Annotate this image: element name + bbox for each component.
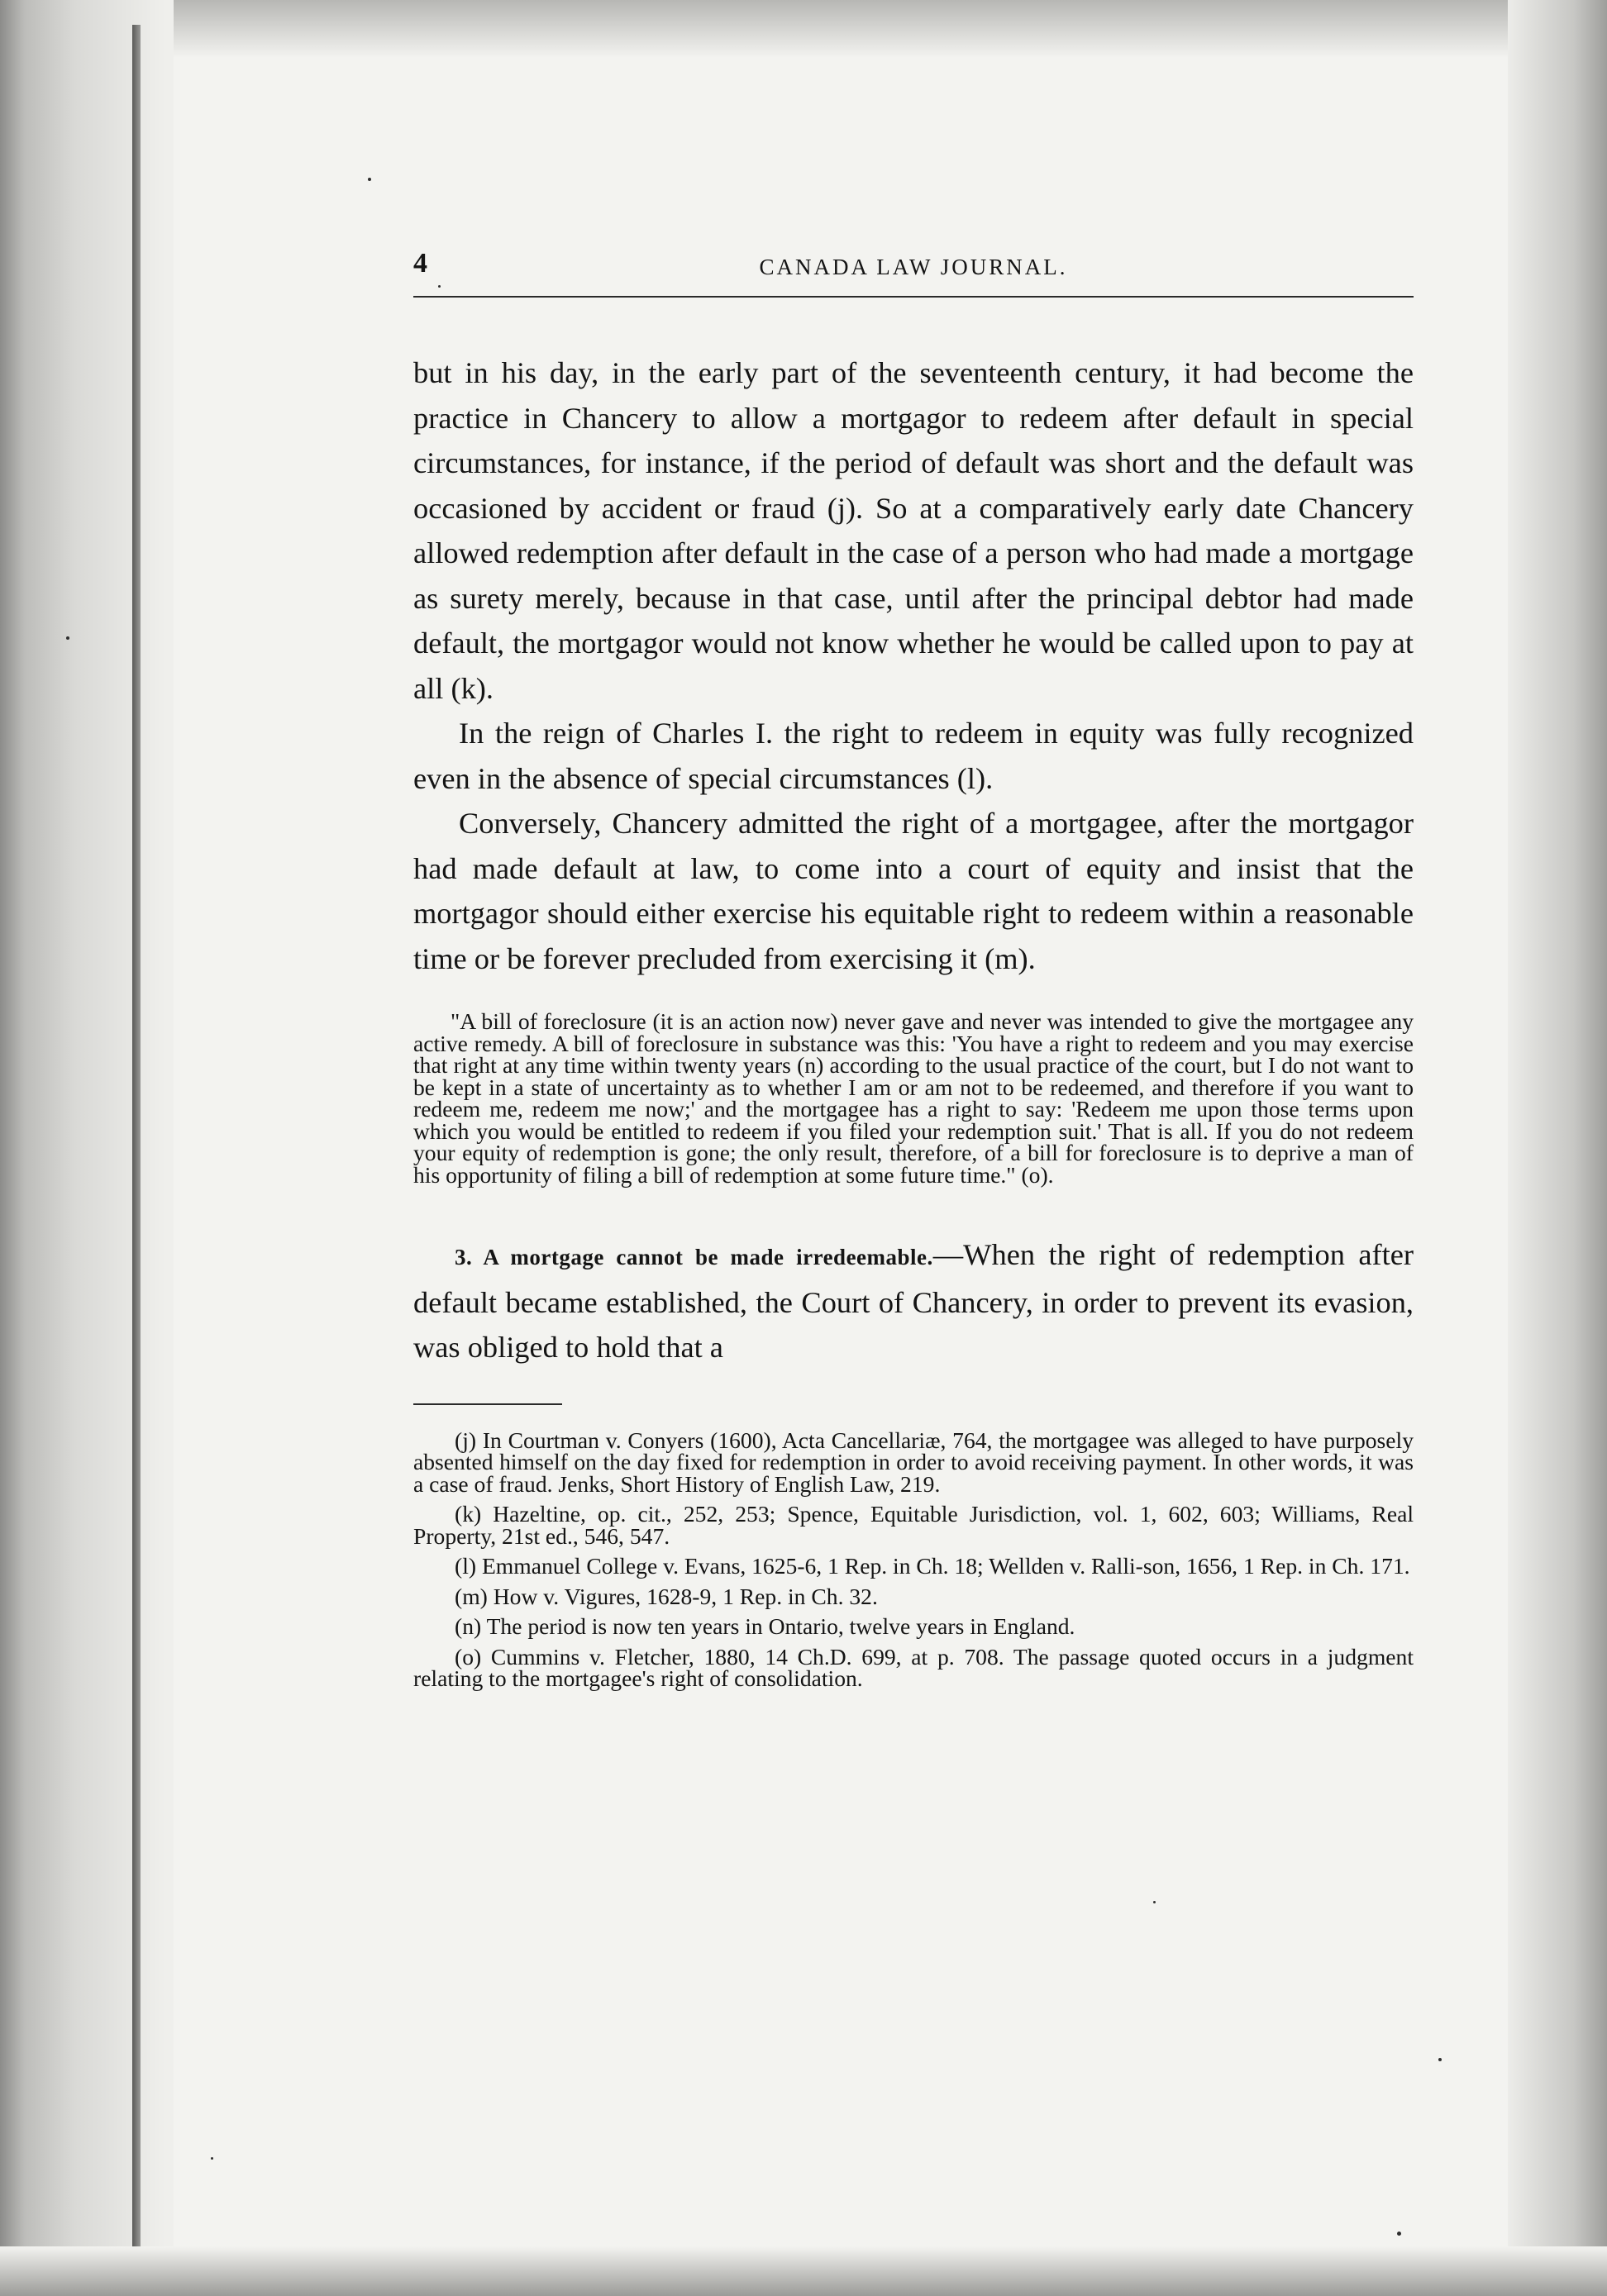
footnote: (k) Hazeltine, op. cit., 252, 253; Spence, Equitable Jurisdiction, vol. 1, 602, 603; Williams, Real Property, 21st ed., 546, 547. (413, 1501, 1414, 1549)
scan-shadow-left (0, 0, 174, 2296)
section-paragraph (413, 1232, 1414, 1370)
header-rule (413, 296, 1414, 298)
paragraph: In the reign of Charles I. the right to redeem in equity was fully recognized even in the absence of special circumstances (l). (413, 717, 1414, 795)
footnote: (n) The period is now ten years in Ontario, twelve years in England. (455, 1613, 1075, 1639)
footnote-rule (413, 1403, 562, 1405)
scan-shadow-right (1508, 0, 1607, 2296)
footnote: (m) How v. Vigures, 1628-9, 1 Rep. in Ch. 32. (455, 1583, 878, 1609)
section-3 (413, 1232, 1414, 1370)
scan-shadow-top (0, 0, 1607, 58)
section-heading: 3. A mortgage cannot be made irredeemable. (455, 1245, 933, 1269)
body-text (413, 350, 1414, 981)
page-number: 4 (413, 248, 427, 279)
footnote: (l) Emmanuel College v. Evans, 1625-6, 1 Rep. in Ch. 18; Wellden v. Ralli-son, 1656, 1 Rep. in Ch. 171. (455, 1553, 1410, 1579)
page-header (413, 248, 1414, 288)
section-text: —When the right of redemption after default became established, the Court of Chancery, in order to prevent its evasion, was obliged to hold that a (413, 1238, 1414, 1364)
scan-shadow-bottom (0, 2246, 1607, 2296)
quote-text: "A bill of foreclosure (it is an action now) never gave and never was intended to give the mortgagee any active remedy. A bill of foreclosure in substance was this: 'You have a right to redeem and you may exercise that right at any time within twenty years (n) according to the usual practice of the court, but I do not want to be kept in a state of uncertainty as to whether I am or am not to be redeemed, and therefore if you want to redeem me, redeem me now;' and the mortgagee has a right to say: 'Redeem me upon those terms upon which you would be entitled to redeem if you filed your redemption suit.' That is all. If you do not redeem your equity of redemption is gone; the only result, therefore, of a bill for foreclosure is to deprive a man of his opportunity of filing a bill of redemption at some future time." (o). (413, 1008, 1414, 1188)
paragraph: Conversely, Chancery admitted the right of a mortgagee, after the mortgagor had made default at law, to come into a court of equity and insist that the mortgagor should either exercise his equitable right to redeem within a reasonable time or be forever precluded from exercising it (m). (413, 807, 1414, 975)
block-quote (413, 1008, 1414, 1188)
paragraph: but in his day, in the early part of the seventeenth century, it had become the practice in Chancery to allow a mortgagor to redeem after default in special circumstances, for instance, if the period of default was short and the default was occasioned by accident or fraud (j). So at a comparatively early date Chancery allowed redemption after default in the case of a person who had made a mortgage as surety merely, because in that case, until after the principal debtor had made default, the mortgagor would not know whether he would be called upon to pay at all (k). (413, 356, 1414, 705)
page-content (413, 248, 1414, 1698)
footnotes (413, 1427, 1414, 1691)
binding-edge (132, 25, 141, 2273)
footnote: (o) Cummins v. Fletcher, 1880, 14 Ch.D. 699, at p. 708. The passage quoted occurs in a judgment relating to the mortgagee's right of consolidation. (413, 1643, 1414, 1691)
footnote: (j) In Courtman v. Conyers (1600), Acta Cancellariæ, 764, the mortgagee was alleged to have purposely absented himself on the day fixed for redemption in order to avoid receiving payment. In other words, it was a case of fraud. Jenks, Short History of English Law, 219. (413, 1427, 1414, 1497)
running-head: CANADA LAW JOURNAL. (759, 255, 1068, 279)
